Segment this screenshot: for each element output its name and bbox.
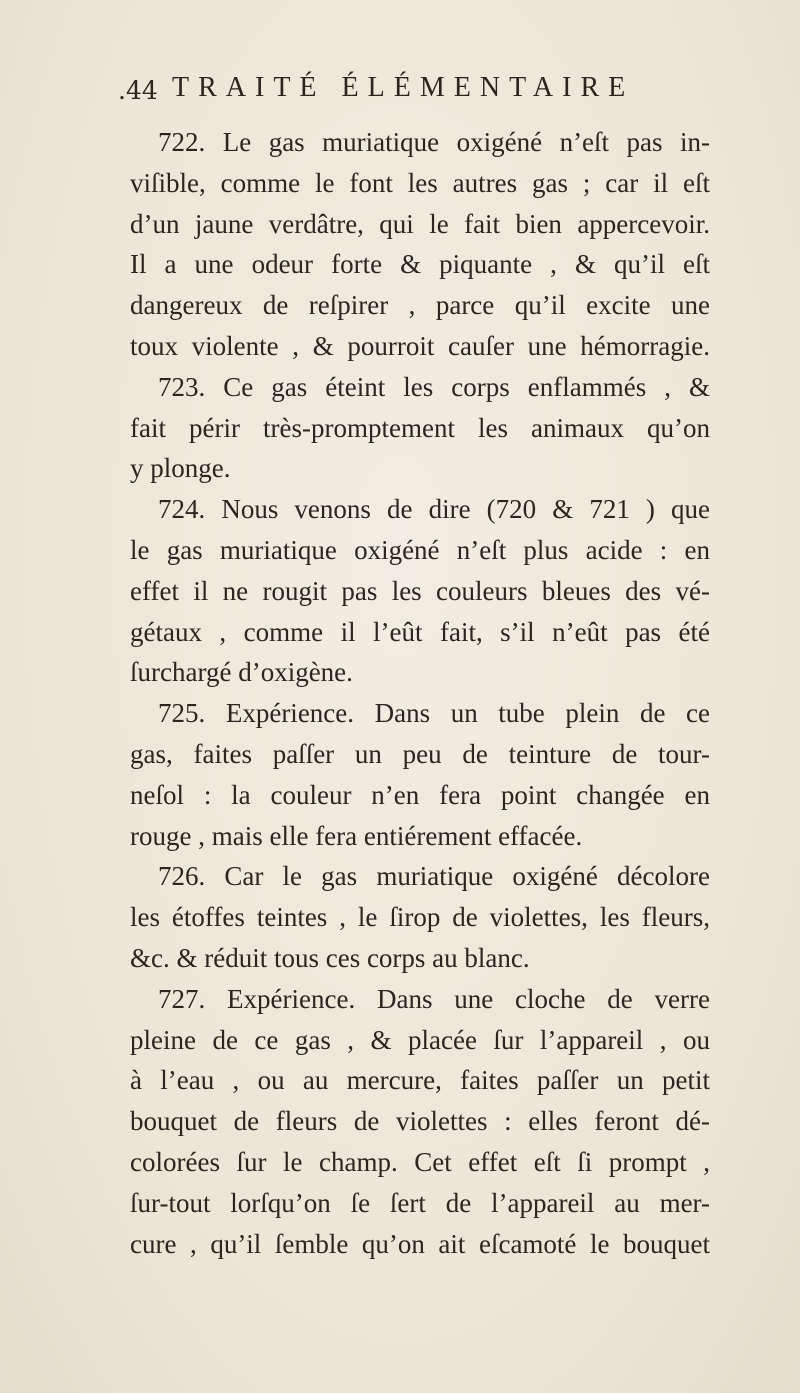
text-line: gas, faites paſſer un peu de teinture de tour- [130,738,710,769]
text-line: 723. Ce gas éteint les corps enflammés , & [158,371,710,402]
page-number: .44 [118,76,158,105]
text-line: pleine de ce gas , & placée ſur l’appareil , ou [130,1024,710,1055]
text-line: 727. Expérience. Dans une cloche de verre [158,983,710,1014]
text-line: bouquet de fleurs de violettes : elles feront dé- [130,1106,710,1137]
text-line: &c. & réduit tous ces corps au blanc. [130,942,530,973]
running-title: TRAITÉ ÉLÉMENTAIRE [172,72,635,103]
text-line: le gas muriatique oxigéné n’eſt plus acide : en [130,534,710,565]
text-line: y plonge. [130,453,231,484]
text-line: 726. Car le gas muriatique oxigéné décolore [158,861,710,892]
text-line: 722. Le gas muriatique oxigéné n’eſt pas in- [158,127,710,157]
body-text [130,122,710,1264]
text-line: 725. Expérience. Dans un tube plein de ce [158,698,710,729]
text-line: 724. Nous venons de dire (720 & 721 ) que [158,494,710,525]
text-line: les étoffes teintes , le ſirop de violettes, les fleurs, [130,902,710,933]
text-line: rouge , mais elle fera entiérement effacée. [130,820,583,851]
page-header [118,72,678,112]
text-line: fait périr très-promptement les animaux qu’on [130,412,710,443]
text-line: neſol : la couleur n’en fera point changée en [130,779,710,810]
text-line: cure , qu’il ſemble qu’on ait eſcamoté le bouquet [130,1228,710,1259]
text-line: viſible, comme le font les autres gas ; car il eſt [130,167,710,198]
text-line: à l’eau , ou au mercure, faites paſſer un petit [130,1065,710,1096]
text-line: d’un jaune verdâtre, qui le fait bien appercevoir. [130,208,710,239]
text-line: dangereux de reſpirer , parce qu’il excite une [130,290,710,321]
text-line: effet il ne rougit pas les couleurs bleues des vé- [130,575,710,606]
text-line: ſur-tout lorſqu’on ſe ſert de l’appareil au mer- [130,1187,710,1218]
text-line: Il a une odeur forte & piquante , & qu’il eſt [130,249,710,280]
text-line: toux violente , & pourroit cauſer une hémorragie. [130,330,710,361]
text-line: ſurchargé d’oxigène. [130,657,353,688]
text-line: gétaux , comme il l’eût fait, s’il n’eût pas été [130,616,710,647]
text-line: colorées ſur le champ. Cet effet eſt ſi prompt , [130,1146,710,1177]
